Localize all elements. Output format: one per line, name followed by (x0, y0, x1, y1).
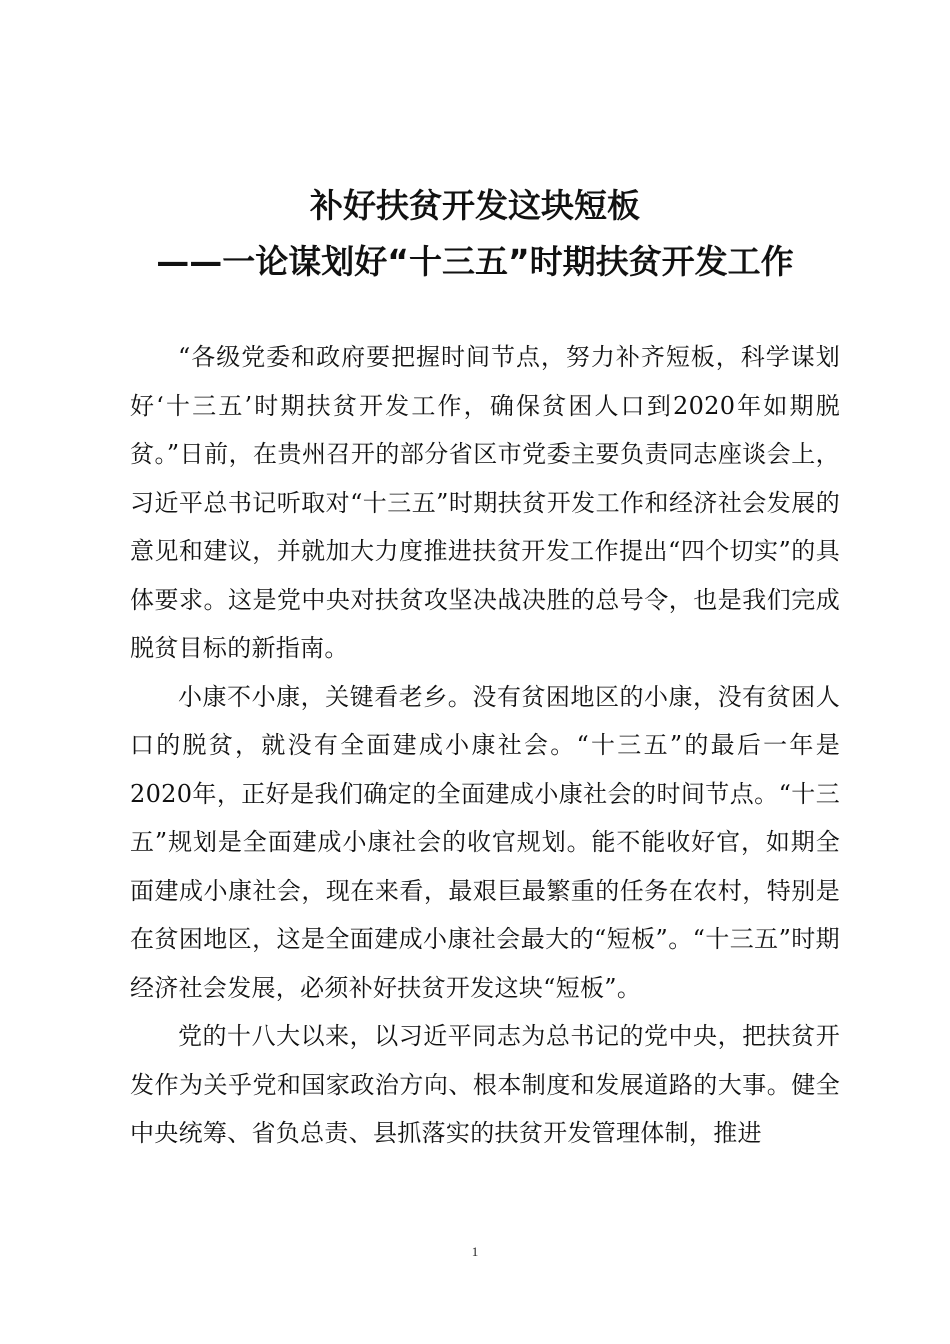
paragraph-3: 党的十八大以来，以习近平同志为总书记的党中央，把扶贫开发作为关乎党和国家政治方向、根本制度和发展道路的大事。健全中央统筹、省负总责、县抓落实的扶贫开发管理体制，推进 (130, 1022, 840, 1147)
document-title: 补好扶贫开发这块短板 (310, 186, 640, 225)
body-text (130, 333, 840, 1158)
page-number: 1 (471, 1244, 479, 1259)
title-block (0, 178, 950, 290)
paragraph-2: 小康不小康，关键看老乡。没有贫困地区的小康，没有贫困人口的脱贫，就没有全面建成小康社会。“十三五”的最后一年是2020年，正好是我们确定的全面建成小康社会的时间节点。“十三五”规划是全面建成小康社会的收官规划。能不能收好官，如期全面建成小康社会，现在来看，最艰巨最繁重的任务在农村，特别是在贫困地区，这是全面建成小康社会最大的“短板”。“十三五”时期经济社会发展，必须补好扶贫开发这块“短板”。 (130, 682, 840, 1002)
paragraph-1: “各级党委和政府要把握时间节点，努力补齐短板，科学谋划好‘十三五’时期扶贫开发工作，确保贫困人口到2020年如期脱贫。”日前，在贵州召开的部分省区市党委主要负责同志座谈会上，习近平总书记听取对“十三五”时期扶贫开发工作和经济社会发展的意见和建议，并就加大力度推进扶贫开发工作提出“四个切实”的具体要求。这是党中央对扶贫攻坚决战决胜的总号令，也是我们完成脱贫目标的新指南。 (130, 343, 840, 662)
document-subtitle: ——一论谋划好“十三五”时期扶贫开发工作 (156, 242, 794, 281)
